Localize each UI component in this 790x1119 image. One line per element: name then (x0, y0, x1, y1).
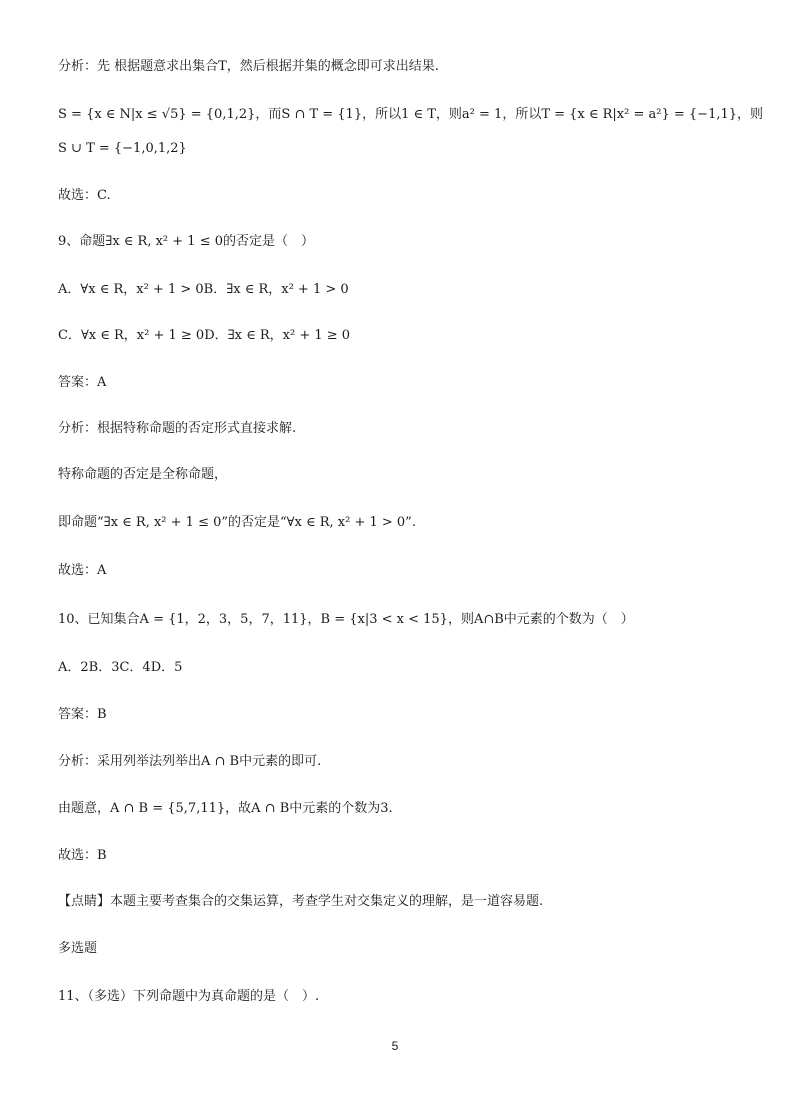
solution-line-8b: S ∪ T = {−1,0,1,2} (58, 141, 187, 156)
page-number: 5 (391, 1039, 399, 1053)
options-9-ab: A．∀x ∈ R，x² + 1 > 0B．∃x ∈ R，x² + 1 > 0 (58, 282, 349, 297)
options-10: A．2B．3C．4D．5 (58, 660, 183, 675)
question-11: 11、（多选）下列命题中为真命题的是（ ）. (58, 989, 320, 1004)
options-9-cd: C．∀x ∈ R，x² + 1 ≥ 0D．∃x ∈ R，x² + 1 ≥ 0 (58, 328, 351, 343)
section-heading-multiple-choice: 多选题 (58, 941, 98, 956)
analysis-10: 分析：采用列举法列举出A ∩ B中元素的即可. (58, 754, 322, 769)
analysis-line-8: 分析：先 根据题意求出集合T，然后根据并集的概念即可求出结果. (58, 59, 439, 74)
answer-10: 答案：B (58, 707, 107, 722)
question-10: 10、已知集合A = {1，2，3，5，7，11}，B = {x|3 < x < 15}，则A∩B中元素的个数为（ ） (58, 612, 634, 627)
comment-10: 【点睛】本题主要考查集合的交集运算，考查学生对交集定义的理解，是一道容易题. (58, 894, 544, 909)
answer-9: 答案：A (58, 375, 107, 390)
analysis-9: 分析：根据特称命题的否定形式直接求解. (58, 421, 297, 436)
solution-line-8a: S = {x ∈ N|x ≤ √5} = {0,1,2}，而S ∩ T = {1}，所以1 ∈ T，则a² = 1，所以T = {x ∈ R|x² = a²} = {−1,1}，则 (58, 107, 764, 122)
solution-9a: 特称命题的否定是全称命题， (58, 467, 228, 482)
answer-choice-8: 故选：C. (58, 188, 111, 203)
answer-choice-9: 故选：A (58, 563, 107, 578)
solution-10: 由题意，A ∩ B = {5,7,11}，故A ∩ B中元素的个数为3. (58, 801, 393, 816)
solution-9b: 即命题“∃x ∈ R, x² + 1 ≤ 0”的否定是“∀x ∈ R, x² + 1 > 0”. (58, 515, 416, 530)
question-9: 9、命题∃x ∈ R, x² + 1 ≤ 0的否定是（ ） (58, 234, 314, 249)
answer-choice-10: 故选：B (58, 848, 107, 863)
